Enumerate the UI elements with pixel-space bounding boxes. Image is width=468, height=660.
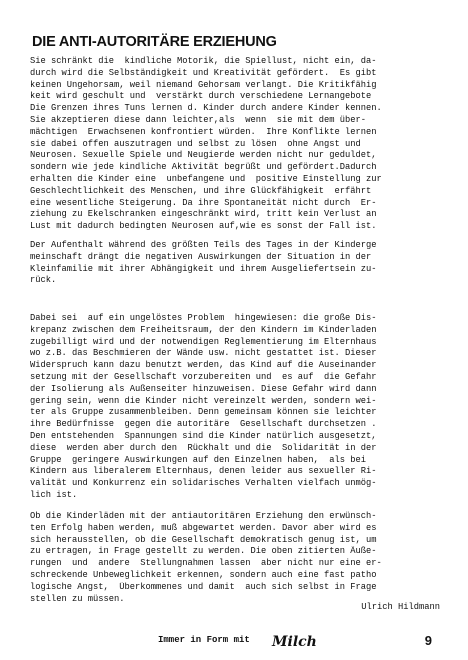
text-line: mächtigen Erwachsenen konfrontiert würden. Ihre Konflikte lernen [30, 126, 377, 137]
text-line: keinen Ungehorsam, weil niemand Gehorsam verlangt. Die Kritikfähig [30, 79, 377, 90]
page-number: 9 [424, 633, 432, 648]
article-paragraph-2 [30, 240, 442, 287]
text-line: stellen zu müssen. [30, 593, 125, 604]
text-line: lich ist. [30, 489, 78, 500]
text-line: erhalten die Kinder eine unbefangene und positive Einstellung zur [30, 173, 382, 184]
text-line: Sie akzeptieren diese dann leichter,als wenn sie mit dem über- [30, 114, 367, 125]
text-line: sondern wie jede kindliche Aktivität begrüßt und gefördert.Dadurch [30, 162, 377, 173]
milch-logo-text: Milch [272, 634, 317, 650]
text-line: Dabei sei auf ein ungelöstes Problem hingewiesen: die große Dis- [30, 313, 377, 323]
text-line: Sie schränkt die kindliche Motorik, die Spiellust, nicht ein, da- [30, 56, 377, 66]
text-line: keit wird geschult und verstärkt durch verschiedene Lernangebote [30, 91, 372, 102]
text-line: durch wird die Selbständigkeit und Kreativität gefördert. Es gibt [30, 67, 377, 78]
text-line: rück. [30, 275, 57, 286]
text-line: wo z.B. das Beschmieren der Wände usw. nicht gestattet ist. Dieser [30, 348, 377, 359]
text-line: der Isolierung als Außenseiter hinzuweisen. Diese Gefahr wird dann [30, 383, 377, 394]
text-line: Kleinfamilie mit ihrer Abhängigkeit und ihrem Ausgeliefertsein zu- [30, 263, 377, 274]
text-line: Der Aufenthalt während des größten Teils des Tages in der Kinderge [30, 240, 377, 250]
text-line: ter als Gruppe zusammenbleiben. Denn gemeinsam können sie leichter [30, 407, 377, 418]
text-line: zugebilligt wird und der notwendigen Reglementierung im Elternhaus [30, 336, 377, 347]
text-line: gering sein, wenn die Kinder nicht vereinzelt werden, sondern wei- [30, 395, 377, 406]
text-line: Die Grenzen ihres Tuns lernen d. Kinder durch andere Kinder kennen. [30, 103, 382, 114]
article-paragraph-1 [30, 56, 442, 233]
page-footer [0, 631, 468, 651]
text-line: ziehung zu Ekelschranken eingeschränkt wird, tritt kein Verlust an [30, 209, 377, 220]
text-line: ten Erfolg haben werden, muß abgewartet werden. Davor aber wird es [30, 522, 377, 533]
text-line: Lust mit dadurch bedingten Neurosen auf,wie es sonst der Fall ist. [30, 221, 377, 232]
text-line: valität und Konkurrenz ein solidarisches Verhalten vielfach unmög- [30, 478, 377, 489]
text-line: Ob die Kinderläden mit der antiautoritären Erziehung den erwünsch- [30, 511, 377, 521]
text-line: sie dabei offen auszutragen und selbst zu lösen ohne Angst und [30, 138, 361, 149]
text-line: Den entstehenden Spannungen sind die Kinder natürlich ausgesetzt, [30, 430, 377, 441]
text-line: meinschaft drängt die negativen Auswirkungen der Situation in der [30, 251, 372, 262]
text-line: diese werden aber durch den Rückhalt und die Solidarität in der [30, 442, 377, 453]
text-line: Geschlechtlichkeit des Menschen, und ihre Glückfähigkeit erfährt [30, 185, 372, 196]
text-line: Gruppe geringere Auswirkungen auf den Einzelnen haben, als bei [30, 454, 367, 465]
text-line: rungen und andere Stellungnahmen lassen aber nicht nur eine er- [30, 558, 382, 569]
text-line: ihre Bedürfnisse gegen die autoritäre Gesellschaft durchsetzen . [30, 419, 377, 430]
text-line: zu ertragen, in Frage gestellt zu werden. Die oben zitierten Äuße- [30, 546, 377, 557]
text-line: eine wesentliche Steigerung. Da ihre Spontaneität nicht durch Er- [30, 197, 377, 208]
footer-slogan: Immer in Form mit [158, 635, 250, 645]
text-line: schreckende Unbeweglichkeit erkennen, sondern auch eine fast patho [30, 569, 377, 580]
author-signature: Ulrich Hildmann [361, 602, 440, 612]
article-paragraph-3 [30, 313, 442, 502]
article-paragraph-4 [30, 511, 442, 605]
text-line: sich herausstellen, ob die Gesellschaft demokratisch genug ist, um [30, 534, 377, 545]
milch-logo [270, 631, 322, 651]
text-line: Widerspruch kann dazu benutzt werden, das Kind auf die Auseinander [30, 360, 377, 371]
text-line: krepanz zwischen dem Freiheitsraum, der den Kindern im Kinderladen [30, 324, 377, 335]
text-line: logische Angst, Überkommenes und damit auch sich selbst in Frage [30, 581, 377, 592]
text-line: Neurosen. Sexuelle Spiele und Neugierde werden nicht nur geduldet, [30, 150, 377, 161]
article-title: DIE ANTI-AUTORITÄRE ERZIEHUNG [32, 34, 277, 50]
text-line: Kindern aus liberalerem Elternhaus, denen leider aus sexueller Ri- [30, 466, 377, 477]
text-line: setzung mit der Gesellschaft vorzubereiten und es auf die Gefahr [30, 371, 377, 382]
